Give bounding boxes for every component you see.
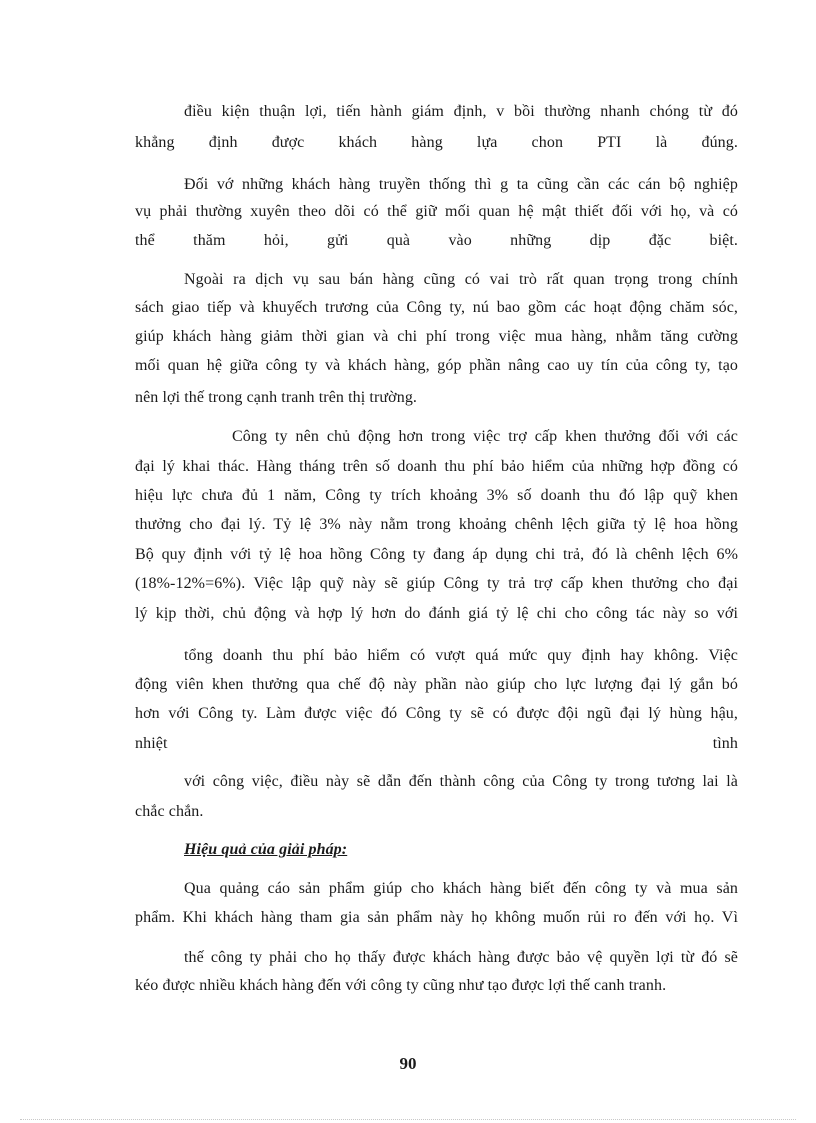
page-number: 90 — [399, 1054, 417, 1073]
text-line: Ngoài ra dịch vụ sau bán hàng cũng có vai trò rất quan trọng trong chính — [184, 271, 738, 288]
text-line: sách giao tiếp và khuyếch trương của Công ty, nú bao gồm các hoạt động chăm sóc, — [135, 299, 738, 316]
text-line: chắc chắn. — [135, 803, 204, 820]
text-line: phẩm. Khi khách hàng tham gia sản phẩm này họ không muốn rủi ro đến với họ. Vì — [135, 909, 738, 926]
text-line: Qua quảng cáo sản phẩm giúp cho khách hàng biết đến công ty và mua sản — [184, 880, 738, 897]
text-line: giúp khách hàng giảm thời gian và chi phí trong việc mua hàng, nhằm tăng cường — [135, 328, 738, 345]
text-line: hiệu lực chưa đủ 1 năm, Công ty trích khoảng 3% số doanh thu đó lập quỹ khen — [135, 487, 738, 504]
text-line: vụ phải thường xuyên theo dõi có thể giữ mối quan hệ mật thiết đối với họ, và có — [135, 203, 738, 220]
text-line: khẳng định được khách hàng lựa chon PTI là đúng. — [135, 134, 738, 151]
text-line: Bộ quy định với tỷ lệ hoa hồng Công ty đang áp dụng chi trả, đó là chênh lệch 6% — [135, 546, 738, 563]
text-line: đại lý khai thác. Hàng tháng trên số doanh thu phí bảo hiểm của những hợp đồng có — [135, 458, 738, 475]
text-line: với công việc, điều này sẽ dẫn đến thành công của Công ty trong tương lai là — [184, 773, 738, 790]
text-line: tổng doanh thu phí bảo hiểm có vượt quá mức quy định hay không. Việc — [184, 647, 738, 664]
text-line: lý kịp thời, chủ động và hợp lý hơn do đánh giá tỷ lệ chi cho công tác này so với — [135, 605, 738, 622]
text-line: thưởng cho đại lý. Tỷ lệ 3% này nằm trong khoảng chênh lệch giữa tỷ lệ hoa hồng — [135, 516, 738, 533]
text-line: hơn với Công ty. Làm được việc đó Công ty sẽ có được đội ngũ đại lý hùng hậu, — [135, 705, 738, 722]
text-line: động viên khen thưởng qua chế độ này phần nào giúp cho lực lượng đại lý gắn bó — [135, 676, 738, 693]
text-line: Đối vớ những khách hàng truyền thống thì g ta cũng cần các cán bộ nghiệp — [184, 176, 738, 193]
section-heading: Hiệu quả của giải pháp: — [184, 841, 348, 858]
text-line: (18%-12%=6%). Việc lập quỹ này sẽ giúp Công ty trả trợ cấp khen thưởng cho đại — [135, 575, 738, 592]
text-line: mối quan hệ giữa công ty và khách hàng, góp phần nâng cao uy tín của công ty, tạo — [135, 357, 738, 374]
footer-divider — [20, 1119, 796, 1120]
text-line: Công ty nên chủ động hơn trong việc trợ cấp khen thưởng đối với các — [232, 428, 738, 445]
text-line: thể thăm hỏi, gửi quà vào những dịp đặc biệt. — [135, 232, 738, 249]
text-line: kéo được nhiều khách hàng đến với công ty cũng như tạo được lợi thế canh tranh. — [135, 977, 667, 994]
text-line: nhiệt tình — [135, 735, 738, 752]
text-line: điều kiện thuận lợi, tiến hành giám định, v bồi thường nhanh chóng từ đó — [184, 103, 738, 120]
text-line: thế công ty phải cho họ thấy được khách hàng được bảo vệ quyền lợi từ đó sẽ — [184, 949, 738, 966]
text-line: nên lợi thế trong cạnh tranh trên thị trường. — [135, 389, 418, 406]
